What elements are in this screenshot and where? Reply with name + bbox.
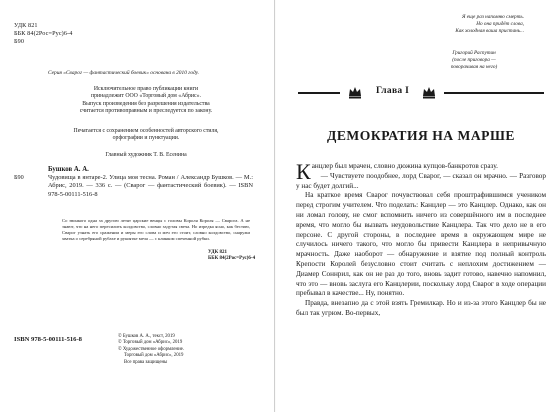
- notice-line: принадлежит ООО «Торговый дом «Абрис».: [91, 93, 201, 100]
- drop-cap: К: [296, 159, 311, 184]
- copyright-line: © Бушков А. А., текст, 2019: [118, 334, 175, 339]
- copyright-line: © Торговый дом «Абрис», 2019: [118, 340, 183, 346]
- printed-line: Печатается с сохранением особенностей авторского стиля,: [73, 128, 219, 134]
- chapter-heading-row: [298, 84, 544, 104]
- epigraph-attribution: [424, 50, 524, 71]
- code-line: ББК 84(2Рос=Рус)6-4: [208, 256, 256, 262]
- author-mark: Б90: [14, 174, 24, 181]
- chief-artist: Главный художник Т. В. Есенина: [105, 152, 187, 158]
- code-line: Б90: [14, 38, 25, 45]
- epigraph: [384, 14, 524, 35]
- printed-note: [40, 128, 252, 143]
- attribution-line: Григорий Распутин: [452, 50, 496, 56]
- notice-line: Исключительное право публикации книги: [93, 86, 199, 92]
- chapter-label: Глава I: [376, 86, 410, 96]
- chapter-rule-right: [444, 92, 544, 94]
- book-annotation: Со звонкого одна за другою летят царские венцы с головы Короля Короля — Сварога. А не знают, что на него пересилить колдовство, словно задутая свеча. Но изредка ясно, как бестию, Сварог узнать его сражении и меры его слова и меч его стоит, словно колдовство, снаружи хватка о серебряной рубахе и рукоятке меча — с клинком спеченной рубки.: [62, 218, 250, 241]
- paragraph: — Чувствуете поодобнее, лорд Сварог, — сказал он мрачно. — Разговор у нас будет долгий...: [296, 171, 546, 190]
- notice-line: Выпуск произведения без разрешения издательства: [82, 100, 210, 107]
- notice-line: считается противоправным и преследуется по закону.: [79, 108, 213, 115]
- chapter-body: [296, 159, 546, 319]
- paragraph: На краткое время Сварог почувствовал себя проштрафившимся учеником перед строгим учителем. Что поделать: Канцлер — это Канцлер. Однако, как он ни ломал голову, не смог вспомнить ничего из совершённого им в последнее время, что могло бы вызвать неудовольствие Канцлера. Так что дело не в его персоне. С другой стороны, в последнее время в окружающем мире не случилось ничего такого, что могло бы привести Канцлера в непривычную мрачность. Даже наоборот — обнаружение и взятие под полный контроль Крепости Королей безусловно стоит считать с неплохим достижением — Диамер Соннрил, как он не раз до того, вновь задит готово, навечно напомнил, что это — вновь заслуга его Канцлерии, поскольку лорд Сварог в ходе операции пребывал в качестве... Ну, понятно.: [296, 191, 546, 298]
- chapter-page: [276, 0, 550, 412]
- bibliographic-record: Чудовища в янтаре-2. Улица моя тесна. Роман / Александр Бушков. — М.: Абрис, 2019. — 336 с. — (Сварог — фантастический боевик). — ISBN 978-5-00111-516-8: [48, 174, 253, 198]
- copyright-line: © Художественное оформление.: [118, 346, 184, 352]
- attribution-line: (после приговора —: [452, 57, 496, 63]
- printed-line: орфографии и пунктуации.: [112, 135, 180, 142]
- author-name: Бушков А. А.: [48, 166, 89, 173]
- attribution-line: поворачивая на него): [450, 64, 498, 70]
- chapter-rule-left: [298, 92, 340, 94]
- paragraph-text: анцлер был мрачен, словно дюжина купцов-банкротов сразу.: [311, 162, 498, 170]
- series-note: Серия «Сварог — фантастический боевик» основана в 2010 году.: [48, 70, 200, 76]
- classification-codes: [14, 22, 72, 46]
- code-line: УДК 821: [208, 250, 227, 255]
- copyright-line: Торговый дом «Абрис», 2019: [124, 353, 184, 359]
- paragraph: Правда, внезапно да с этой взять Гремилкар. Но и из-за этого Канцлер бы не был так угрюм. Во-первых,: [296, 299, 546, 317]
- epigraph-line: Как холодная ваша пристань...: [455, 28, 524, 34]
- rights-notice: [40, 86, 252, 116]
- code-line: УДК 821: [14, 22, 38, 29]
- copyright-line: Все права защищены: [124, 359, 168, 365]
- epigraph-line: Но она придёт слова,: [476, 21, 524, 27]
- classification-codes-bottom: [208, 250, 255, 263]
- isbn: ISBN 978-5-00111-516-8: [14, 336, 82, 343]
- epigraph-line: Я еще раз напомню смерть.: [461, 14, 524, 20]
- copyright-lines: [118, 334, 258, 366]
- code-line: ББК 84(2Рос=Рус)6-4: [14, 30, 73, 37]
- crown-icon: [422, 85, 436, 99]
- crown-icon: [348, 85, 362, 99]
- chapter-title: ДЕМОКРАТИЯ НА МАРШЕ: [327, 128, 515, 143]
